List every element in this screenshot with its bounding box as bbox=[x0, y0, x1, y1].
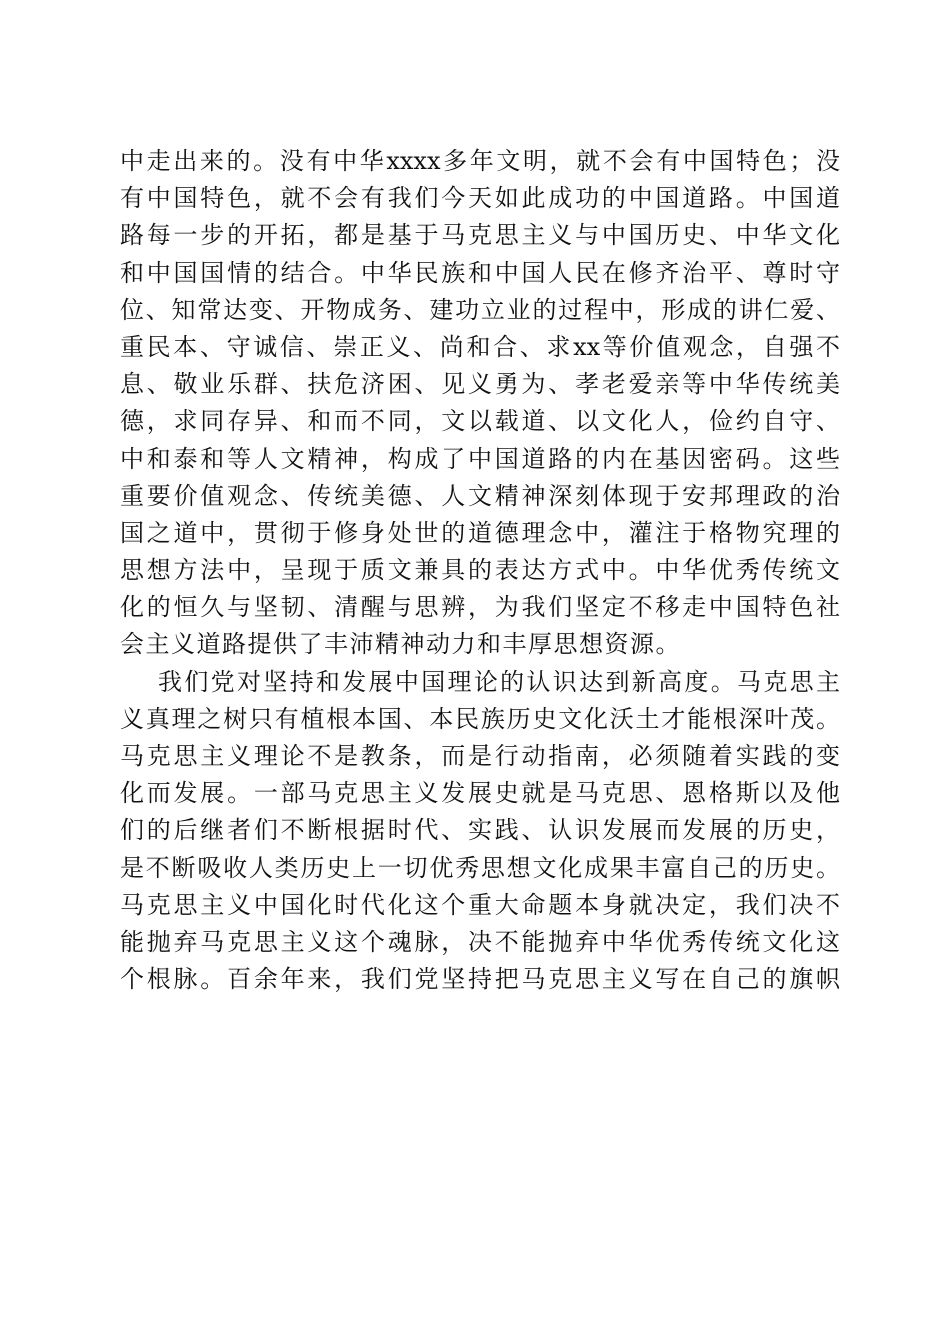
text-line: 们的后继者们不断根据时代、实践、认识发展而发展的历史， bbox=[120, 816, 840, 845]
text-line: 个根脉。百余年来，我们党坚持把马克思主义写在自己的旗帜 bbox=[120, 965, 840, 994]
text-line: 义真理之树只有植根本国、本民族历史文化沃土才能根深叶茂。 bbox=[120, 704, 840, 733]
text-line: 息、敬业乐群、扶危济困、见义勇为、孝老爱亲等中华传统美 bbox=[120, 370, 840, 399]
text-line: 和中国国情的结合。中华民族和中国人民在修齐治平、尊时守 bbox=[120, 258, 840, 287]
text-line: 是不断吸收人类历史上一切优秀思想文化成果丰富自己的历史。 bbox=[120, 853, 840, 882]
text-line: 思想方法中，呈现于质文兼具的表达方式中。中华优秀传统文 bbox=[120, 556, 840, 585]
text-line: 化的恒久与坚韧、清醒与思辨，为我们坚定不移走中国特色社 bbox=[120, 593, 840, 622]
text-line: 马克思主义理论不是教条，而是行动指南，必须随着实践的变 bbox=[120, 742, 840, 770]
text-line: 位、知常达变、开物成务、建功立业的过程中，形成的讲仁爱、 bbox=[120, 295, 840, 324]
paragraph-start-line: 我们党对坚持和发展中国理论的认识达到新高度。马克思主 bbox=[158, 667, 840, 696]
text-line: 德，求同存异、和而不同，文以载道、以文化人，俭约自守、 bbox=[120, 407, 840, 436]
text-line: 会主义道路提供了丰沛精神动力和丰厚思想资源。 bbox=[120, 630, 681, 659]
text-line: 重民本、守诚信、崇正义、尚和合、求xx等价值观念，自强不 bbox=[120, 332, 840, 361]
text-line: 马克思主义中国化时代化这个重大命题本身就决定，我们决不 bbox=[120, 890, 840, 919]
text-line: 化而发展。一部马克思主义发展史就是马克思、恩格斯以及他 bbox=[120, 779, 840, 808]
text-line: 路每一步的开拓，都是基于马克思主义与中国历史、中华文化 bbox=[120, 221, 840, 250]
text-line: 中和泰和等人文精神，构成了中国道路的内在基因密码。这些 bbox=[120, 444, 840, 473]
text-line: 中走出来的。没有中华xxxx多年文明，就不会有中国特色；没 bbox=[120, 147, 840, 175]
text-line: 能抛弃马克思主义这个魂脉，决不能抛弃中华优秀传统文化这 bbox=[120, 927, 840, 956]
text-line: 国之道中，贯彻于修身处世的道德理念中，灌注于格物究理的 bbox=[120, 518, 840, 547]
text-line: 有中国特色，就不会有我们今天如此成功的中国道路。中国道 bbox=[120, 184, 840, 213]
body-text bbox=[120, 143, 840, 998]
text-line: 重要价值观念、传统美德、人文精神深刻体现于安邦理政的治 bbox=[120, 481, 840, 510]
